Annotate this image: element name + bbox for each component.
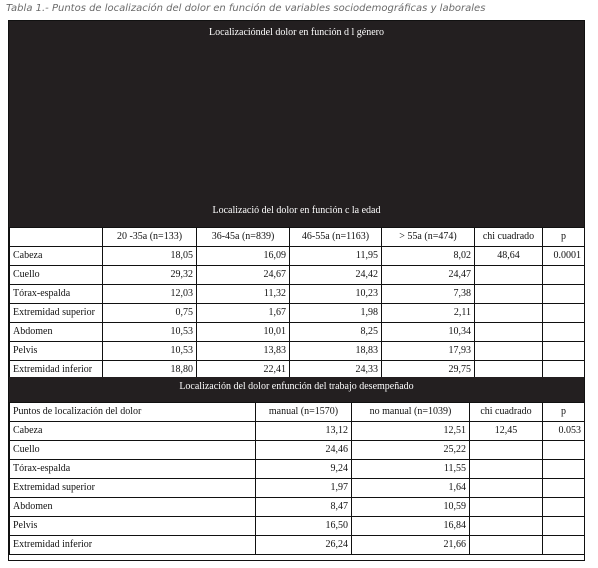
work-table-row bbox=[10, 517, 585, 536]
age-column-header: 20 -35a (n=133) bbox=[103, 228, 197, 247]
chi-cell bbox=[475, 304, 543, 323]
age-column-header: p bbox=[543, 228, 585, 247]
work-table-row bbox=[10, 479, 585, 498]
data-cell: 8,47 bbox=[256, 498, 352, 517]
age-table-body bbox=[10, 228, 585, 380]
data-cell: 11,55 bbox=[352, 460, 470, 479]
chi-cell bbox=[470, 460, 543, 479]
p-cell bbox=[543, 479, 585, 498]
age-table-row bbox=[10, 342, 585, 361]
chi-cell bbox=[470, 536, 543, 555]
age-header-row bbox=[10, 228, 585, 247]
row-label: Extremidad superior bbox=[10, 479, 256, 498]
data-cell: 18,83 bbox=[290, 342, 382, 361]
p-cell bbox=[543, 342, 585, 361]
data-cell: 18,05 bbox=[103, 247, 197, 266]
age-table-row bbox=[10, 266, 585, 285]
chi-cell: 48,64 bbox=[475, 247, 543, 266]
work-table-row bbox=[10, 422, 585, 441]
p-cell bbox=[543, 517, 585, 536]
work-table-row bbox=[10, 441, 585, 460]
table-caption: Tabla 1.- Puntos de localización del dolor en función de variables sociodemográficas y laborales bbox=[6, 3, 486, 14]
row-label: Extremidad inferior bbox=[10, 361, 103, 380]
work-table-row bbox=[10, 498, 585, 517]
data-cell: 13,12 bbox=[256, 422, 352, 441]
data-cell: 26,24 bbox=[256, 536, 352, 555]
age-column-header: chi cuadrado bbox=[475, 228, 543, 247]
data-cell: 1,98 bbox=[290, 304, 382, 323]
age-table bbox=[9, 227, 585, 380]
age-table-row bbox=[10, 285, 585, 304]
chi-cell bbox=[470, 441, 543, 460]
age-table-row bbox=[10, 304, 585, 323]
p-cell: 0.0001 bbox=[543, 247, 585, 266]
work-column-header: p bbox=[543, 403, 585, 422]
data-cell: 29,75 bbox=[382, 361, 475, 380]
row-label: Extremidad inferior bbox=[10, 536, 256, 555]
p-cell bbox=[543, 441, 585, 460]
row-label: Cuello bbox=[10, 441, 256, 460]
data-cell: 25,22 bbox=[352, 441, 470, 460]
data-cell: 8,02 bbox=[382, 247, 475, 266]
data-cell: 10,23 bbox=[290, 285, 382, 304]
age-column-header bbox=[10, 228, 103, 247]
data-cell: 21,66 bbox=[352, 536, 470, 555]
data-cell: 10,53 bbox=[103, 342, 197, 361]
p-cell bbox=[543, 285, 585, 304]
chi-cell bbox=[475, 342, 543, 361]
age-column-header: 46-55a (n=1163) bbox=[290, 228, 382, 247]
data-cell: 16,84 bbox=[352, 517, 470, 536]
data-cell: 24,46 bbox=[256, 441, 352, 460]
data-cell: 24,42 bbox=[290, 266, 382, 285]
row-label: Cabeza bbox=[10, 247, 103, 266]
work-table bbox=[9, 402, 585, 555]
data-cell: 24,33 bbox=[290, 361, 382, 380]
data-cell: 17,93 bbox=[382, 342, 475, 361]
data-cell: 10,59 bbox=[352, 498, 470, 517]
gender-section-box bbox=[9, 21, 584, 227]
age-table-row bbox=[10, 323, 585, 342]
work-table-body bbox=[10, 403, 585, 555]
row-label: Pelvis bbox=[10, 517, 256, 536]
p-cell bbox=[543, 304, 585, 323]
data-cell: 1,97 bbox=[256, 479, 352, 498]
data-cell: 12,51 bbox=[352, 422, 470, 441]
data-cell: 24,67 bbox=[197, 266, 290, 285]
chi-cell bbox=[475, 285, 543, 304]
chi-cell bbox=[470, 517, 543, 536]
data-cell: 7,38 bbox=[382, 285, 475, 304]
work-table-row bbox=[10, 536, 585, 555]
row-label: Abdomen bbox=[10, 323, 103, 342]
data-cell: 1,64 bbox=[352, 479, 470, 498]
gender-section-title: Localizacióndel dolor en función d l género bbox=[209, 27, 384, 38]
data-cell: 12,03 bbox=[103, 285, 197, 304]
p-cell bbox=[543, 460, 585, 479]
row-label: Pelvis bbox=[10, 342, 103, 361]
data-cell: 18,80 bbox=[103, 361, 197, 380]
data-cell: 0,75 bbox=[103, 304, 197, 323]
data-cell: 9,24 bbox=[256, 460, 352, 479]
data-cell: 24,47 bbox=[382, 266, 475, 285]
row-label: Cuello bbox=[10, 266, 103, 285]
data-cell: 10,53 bbox=[103, 323, 197, 342]
p-cell bbox=[543, 536, 585, 555]
work-column-header: Puntos de localización del dolor bbox=[10, 403, 256, 422]
data-cell: 13,83 bbox=[197, 342, 290, 361]
row-label: Extremidad superior bbox=[10, 304, 103, 323]
age-table-row bbox=[10, 247, 585, 266]
p-cell bbox=[543, 266, 585, 285]
age-column-header: > 55a (n=474) bbox=[382, 228, 475, 247]
work-table-row bbox=[10, 460, 585, 479]
work-header-row bbox=[10, 403, 585, 422]
data-cell: 16,50 bbox=[256, 517, 352, 536]
table-frame bbox=[8, 20, 585, 561]
data-cell: 1,67 bbox=[197, 304, 290, 323]
data-cell: 29,32 bbox=[103, 266, 197, 285]
work-column-header: manual (n=1570) bbox=[256, 403, 352, 422]
p-cell bbox=[543, 323, 585, 342]
age-section-title: Localizació del dolor en función c la edad bbox=[212, 205, 381, 216]
chi-cell bbox=[470, 479, 543, 498]
chi-cell bbox=[475, 323, 543, 342]
chi-cell bbox=[475, 266, 543, 285]
chi-cell: 12,45 bbox=[470, 422, 543, 441]
row-label: Abdomen bbox=[10, 498, 256, 517]
age-column-header: 36-45a (n=839) bbox=[197, 228, 290, 247]
p-cell: 0.053 bbox=[543, 422, 585, 441]
data-cell: 10,34 bbox=[382, 323, 475, 342]
data-cell: 8,25 bbox=[290, 323, 382, 342]
row-label: Tórax-espalda bbox=[10, 460, 256, 479]
row-label: Cabeza bbox=[10, 422, 256, 441]
work-section-title: Localización del dolor enfunción del trabajo desempeñado bbox=[9, 377, 584, 402]
data-cell: 16,09 bbox=[197, 247, 290, 266]
data-cell: 11,95 bbox=[290, 247, 382, 266]
row-label: Tórax-espalda bbox=[10, 285, 103, 304]
work-column-header: no manual (n=1039) bbox=[352, 403, 470, 422]
work-column-header: chi cuadrado bbox=[470, 403, 543, 422]
data-cell: 10,01 bbox=[197, 323, 290, 342]
data-cell: 2,11 bbox=[382, 304, 475, 323]
data-cell: 11,32 bbox=[197, 285, 290, 304]
data-cell: 22,41 bbox=[197, 361, 290, 380]
chi-cell bbox=[470, 498, 543, 517]
p-cell bbox=[543, 498, 585, 517]
